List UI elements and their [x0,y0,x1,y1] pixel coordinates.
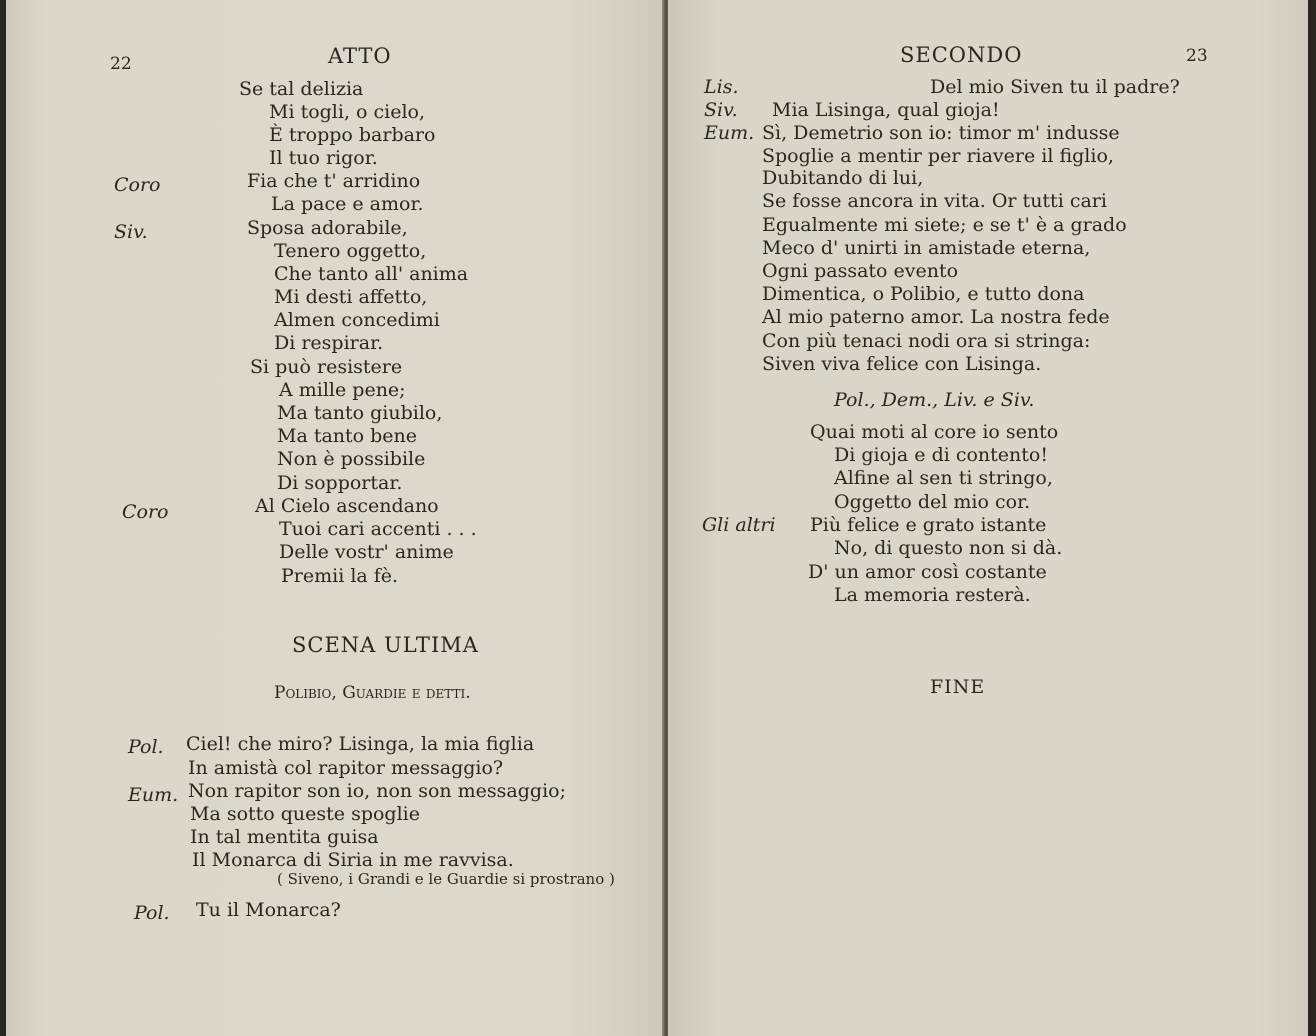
verse-line: Meco d' unirti in amistade eterna, [762,237,1091,259]
speaker-label: Siv. [114,221,148,243]
speaker-label: Siv. [704,99,738,121]
verse-line: Almen concedimi [274,309,440,331]
verse-line: In amistà col rapitor messaggio? [188,757,504,779]
speaker-label: Gli altri [702,514,776,536]
verse-line: Ma tanto giubilo, [277,402,443,424]
verse-line: Tu il Monarca? [196,899,341,921]
verse-line: Spoglie a mentir per riavere il figlio, [762,145,1114,167]
verse-line: Se tal delizia [239,78,364,100]
verse-line: Mia Lisinga, qual gioja! [772,99,1000,121]
verse-line: Mi togli, o cielo, [269,101,426,123]
running-head-right: SECONDO [900,43,1023,67]
verse-line: Al Cielo ascendano [255,495,439,517]
verse-line: Di respirar. [274,332,384,354]
speaker-label: Eum. [704,122,755,144]
verse-line: Sposa adorabile, [247,217,408,239]
verse-line: No, di questo non si dà. [834,537,1063,559]
verse-line: Si può resistere [250,356,403,378]
scene-title: SCENA ULTIMA [292,633,479,657]
verse-line: In tal mentita guisa [190,826,379,848]
verse-line: Del mio Siven tu il padre? [930,76,1180,98]
verse-line: Quai moti al core io sento [810,421,1059,443]
verse-line: Premii la fè. [281,565,399,587]
running-head-left: ATTO [328,44,392,68]
page-number-left: 22 [110,54,132,74]
verse-line: La pace e amor. [271,193,424,215]
stage-direction: ( Siveno, i Grandi e le Guardie si prostrano ) [277,870,615,888]
verse-line: La memoria resterà. [834,584,1031,606]
verse-line: Tuoi cari accenti . . . [279,518,477,540]
verse-line: Non rapitor son io, non son messaggio; [188,780,566,802]
verse-line: Il tuo rigor. [269,147,378,169]
page-number-right: 23 [1186,46,1208,66]
verse-line: Siven viva felice con Lisinga. [762,353,1042,375]
speaker-label: Pol. [134,902,170,924]
verse-line: Al mio paterno amor. La nostra fede [762,306,1110,328]
verse-line: Ogni passato evento [762,260,959,282]
verse-line: Ciel! che miro? Lisinga, la mia figlia [186,733,535,755]
verse-line: Ma tanto bene [277,425,418,447]
verse-line: D' un amor così costante [808,561,1047,583]
verse-line: Il Monarca di Siria in me ravvisa. [192,849,514,871]
verse-line: Dimentica, o Polibio, e tutto dona [762,283,1085,305]
verse-line: Di sopportar. [277,472,403,494]
verse-line: Delle vostr' anime [279,541,454,563]
verse-line: Con più tenaci nodi ora si stringa: [762,330,1091,352]
verse-line: Tenero oggetto, [274,240,427,262]
verse-line: Dubitando di lui, [762,167,924,189]
verse-line: Egualmente mi siete; e se t' è a grado [762,214,1127,236]
fine-label: FINE [930,676,986,698]
verse-line: Più felice e grato istante [810,514,1047,536]
verse-line: Mi desti affetto, [274,286,428,308]
left-page [6,0,666,1036]
speaker-label: Coro [122,501,169,523]
verse-line: Se fosse ancora in vita. Or tutti cari [762,190,1107,212]
verse-line: A mille pene; [279,379,406,401]
verse-line: Oggetto del mio cor. [834,491,1031,513]
verse-line: Sì, Demetrio son io: timor m' indusse [762,122,1120,144]
scene-persons: Polibio, Guardie e detti. [274,683,471,703]
verse-line: Ma sotto queste spoglie [190,803,420,825]
ensemble-heading: Pol., Dem., Liv. e Siv. [834,389,1035,411]
speaker-label: Coro [114,174,161,196]
verse-line: Fia che t' arridino [247,170,421,192]
verse-line: Di gioja e di contento! [834,444,1048,466]
verse-line: Che tanto all' anima [274,263,469,285]
speaker-label: Pol. [128,736,164,758]
verse-line: Alfine al sen ti stringo, [834,467,1053,489]
right-page [668,0,1308,1036]
speaker-label: Lis. [704,76,739,98]
verse-line: È troppo barbaro [269,124,436,146]
verse-line: Non è possibile [277,448,426,470]
speaker-label: Eum. [128,784,179,806]
